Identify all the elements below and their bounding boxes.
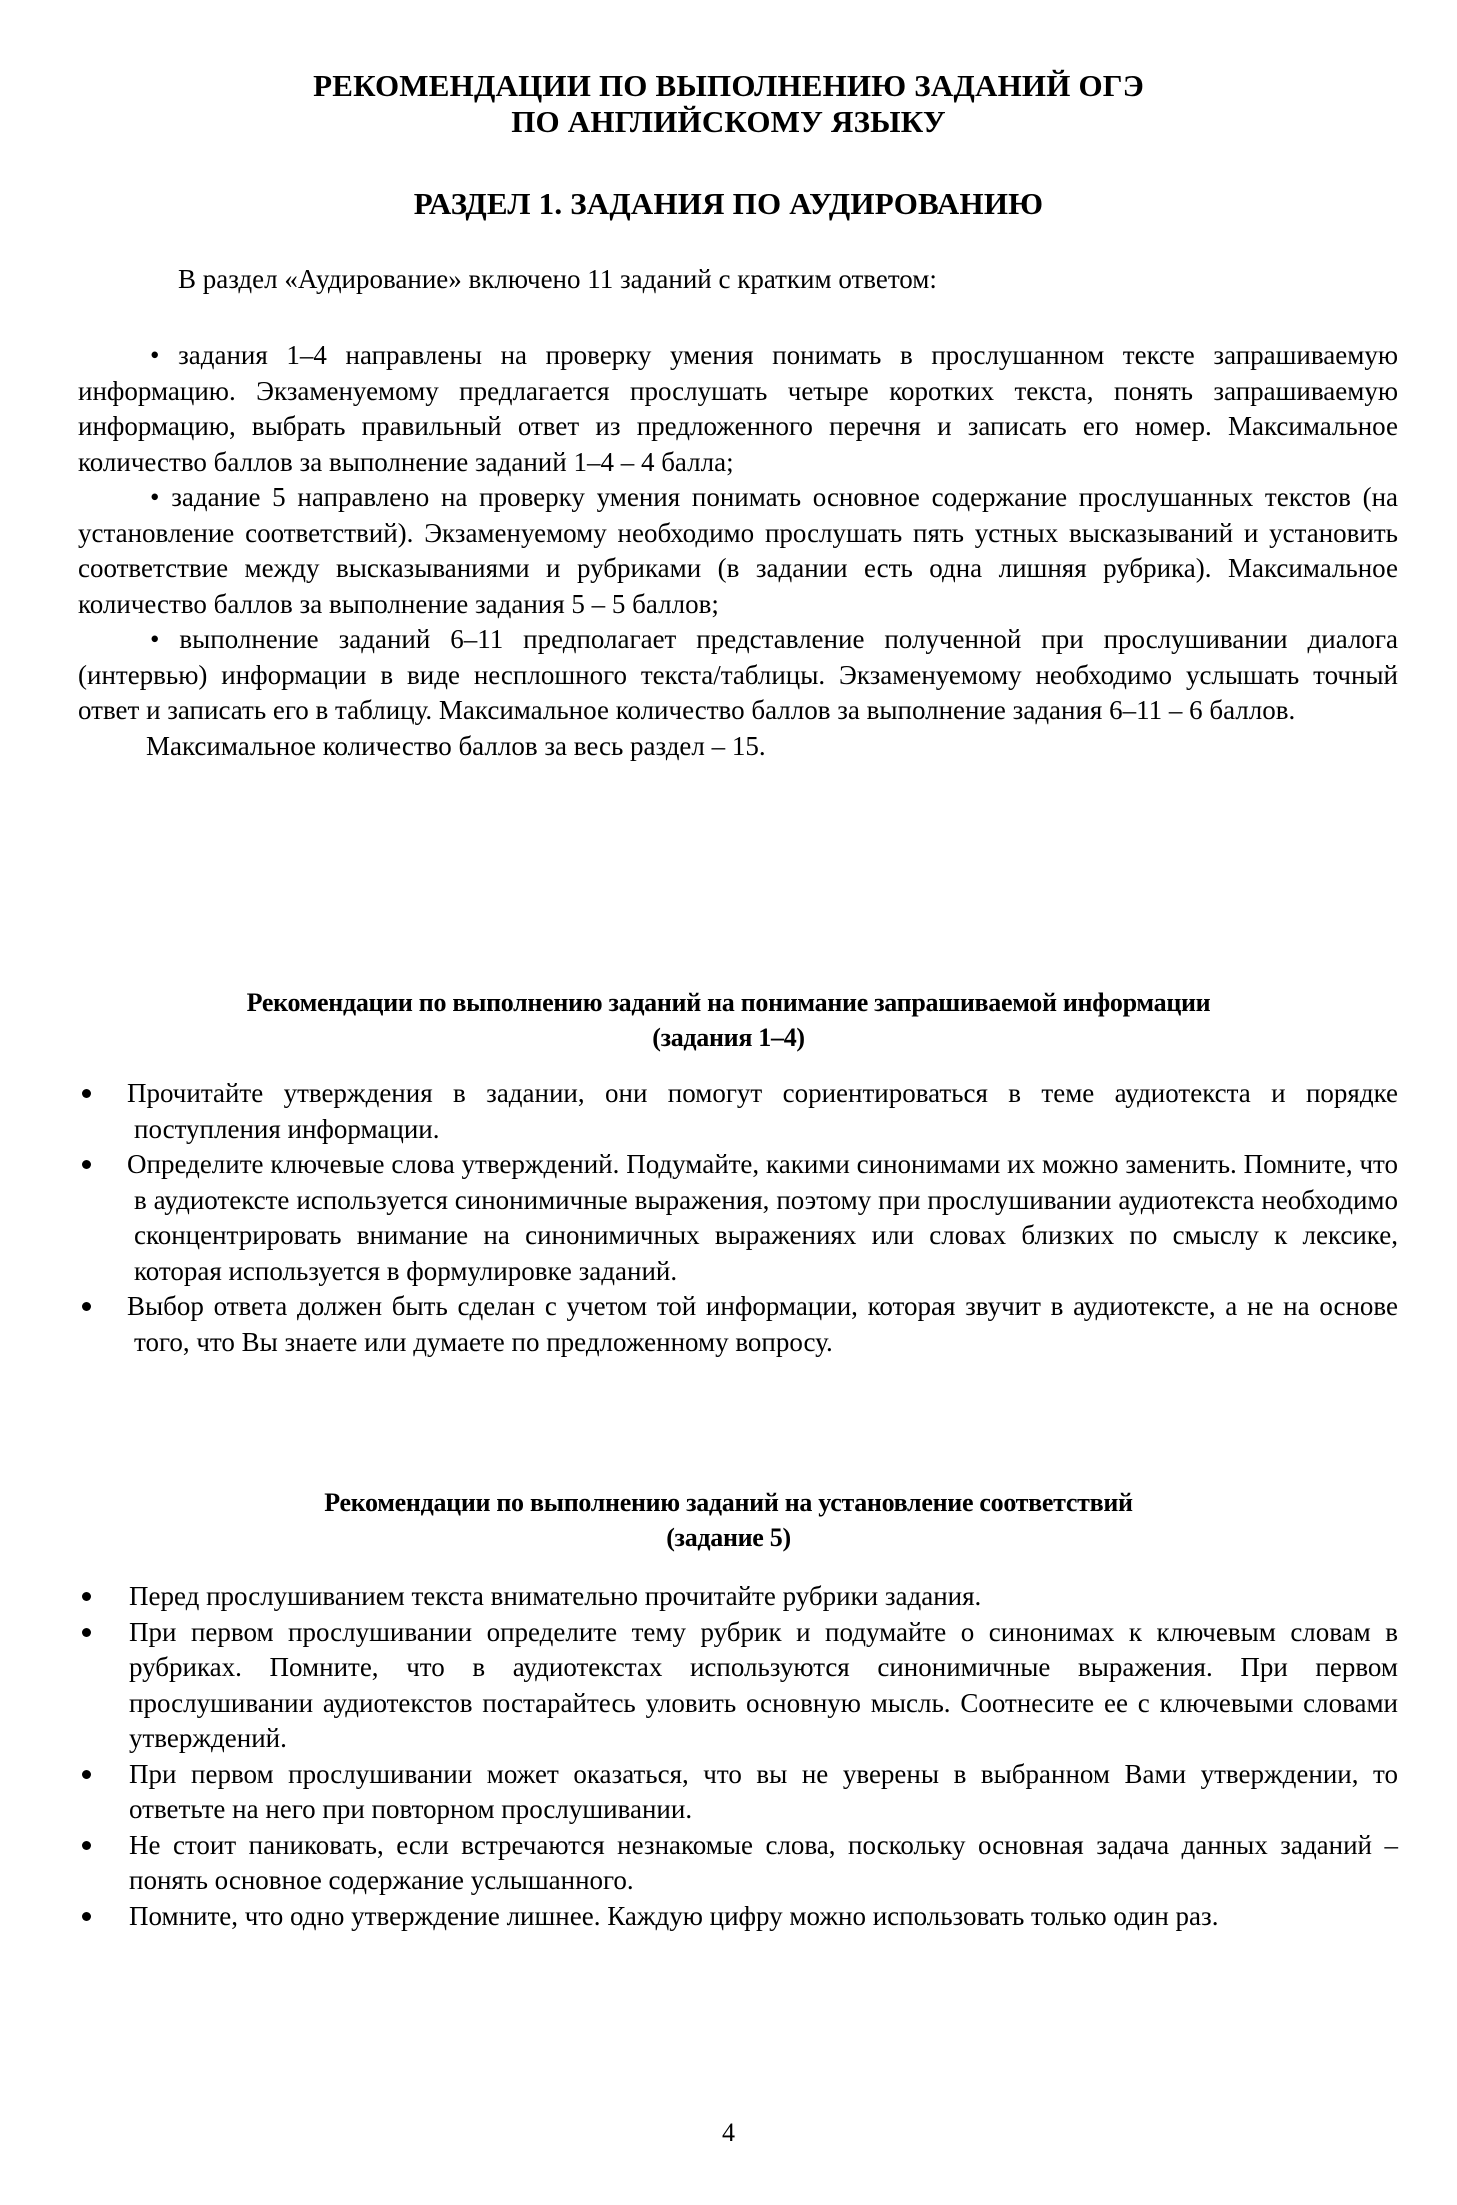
subsection-2-list: [78, 1579, 1398, 1934]
bullet-icon: [82, 1160, 91, 1169]
list-item: [78, 1899, 1398, 1935]
overview-paragraph-tasks-1-4: • задания 1–4 направлены на проверку умения понимать в прослушанном тексте запрашиваемую информацию. Экзаменуемому предлагается прослушать четыре коротких текста, понять запрашиваемую информацию, выбрать правильный ответ из предложенного перечня и записать его номер. Максимальное количество баллов за выполнение заданий 1–4 – 4 балла;: [78, 340, 1398, 477]
list-item-text: При первом прослушивании определите тему рубрик и подумайте о синонимах к ключевым словам в рубриках. Помните, что в аудиотекстах используются синонимичные выражения. При первом прослушивании аудиотекстов постарайтесь уловить основную мысль. Соотнесите ее с ключевыми словами утверждений.: [129, 1616, 1398, 1753]
list-item: [78, 1289, 1398, 1360]
overview-block: [78, 338, 1398, 764]
page-number: 4: [722, 2118, 735, 2147]
list-item-text: При первом прослушивании может оказаться, что вы не уверены в выбранном Вами утверждении, то ответьте на него при повторном прослушивании.: [129, 1758, 1398, 1824]
list-item-text: Определите ключевые слова утверждений. Подумайте, какими синонимами их можно заменить. Помните, что в аудиотексте используется синонимичные выражения, поэтому при прослушивании аудиотекста необходимо сконцентрировать внимание на синонимичных выражениях или словах близких по смыслу к лексике, которая используется в формулировке заданий.: [127, 1149, 1398, 1286]
list-item: [78, 1147, 1398, 1289]
subsection-1-heading: [0, 985, 1457, 1055]
list-item-text: Перед прослушиванием текста внимательно прочитайте рубрики задания.: [129, 1581, 982, 1611]
list-item: [78, 1828, 1398, 1899]
list-item-text: Выбор ответа должен быть сделан с учетом той информации, которая звучит в аудиотексте, а не на основе того, что Вы знаете или думаете по предложенному вопросу.: [127, 1291, 1398, 1357]
bullet-icon: [82, 1592, 91, 1601]
bullet-icon: [82, 1912, 91, 1921]
section-title: РАЗДЕЛ 1. ЗАДАНИЯ ПО АУДИРОВАНИЮ: [413, 186, 1044, 221]
list-item: [78, 1579, 1398, 1615]
subsection-2-heading: [0, 1485, 1457, 1555]
intro-paragraph: В раздел «Аудирование» включено 11 заданий с кратким ответом:: [178, 264, 937, 294]
bullet-icon: [82, 1841, 91, 1850]
bullet-icon: [82, 1628, 91, 1637]
bullet-icon: [82, 1770, 91, 1779]
subsection-1-heading-line-1: Рекомендации по выполнению заданий на понимание запрашиваемой информации: [246, 988, 1211, 1017]
document-title-line-1: РЕКОМЕНДАЦИИ ПО ВЫПОЛНЕНИЮ ЗАДАНИЙ ОГЭ: [313, 68, 1144, 103]
list-item: [78, 1615, 1398, 1757]
list-item-text: Не стоит паниковать, если встречаются незнакомые слова, поскольку основная задача данных заданий – понять основное содержание услышанного.: [129, 1829, 1398, 1895]
overview-paragraph-max-score: Максимальное количество баллов за весь раздел – 15.: [146, 730, 766, 761]
document-title-line-2: ПО АНГЛИЙСКОМУ ЯЗЫКУ: [511, 104, 946, 139]
bullet-icon: [82, 1089, 91, 1098]
list-item: [78, 1757, 1398, 1828]
list-item-text: Прочитайте утверждения в задании, они помогут сориентироваться в теме аудиотекста и порядке поступления информации.: [127, 1078, 1398, 1144]
subsection-2-heading-line-1: Рекомендации по выполнению заданий на установление соответствий: [324, 1488, 1133, 1517]
subsection-2-heading-line-2: (задание 5): [666, 1523, 791, 1552]
bullet-icon: [82, 1302, 91, 1311]
list-item-text: Помните, что одно утверждение лишнее. Каждую цифру можно использовать только один раз.: [129, 1900, 1219, 1931]
subsection-1-heading-line-2: (задания 1–4): [652, 1023, 805, 1052]
subsection-1-list: [78, 1076, 1398, 1360]
overview-paragraph-tasks-6-11: • выполнение заданий 6–11 предполагает представление полученной при прослушивании диалога (интервью) информации в виде несплошного текста/таблицы. Экзаменуемому необходимо услышать точный ответ и записать его в таблицу. Максимальное количество баллов за выполнение задания 6–11 – 6 баллов.: [78, 624, 1398, 725]
overview-paragraph-task-5: • задание 5 направлено на проверку умения понимать основное содержание прослушанных текстов (на установление соответствий). Экзаменуемому необходимо прослушать пять устных высказываний и установить соответствие между высказываниями и рубриками (в задании есть одна лишняя рубрика). Максимальное количество баллов за выполнение задания 5 – 5 баллов;: [78, 482, 1398, 619]
list-item: [78, 1076, 1398, 1147]
